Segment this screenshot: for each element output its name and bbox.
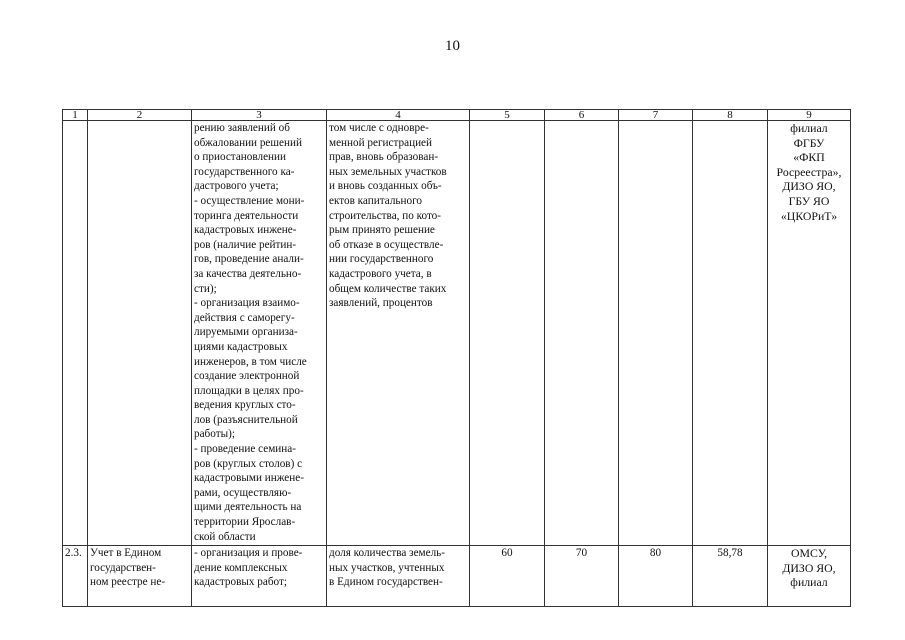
header-cell-7: 7: [619, 110, 693, 121]
cell-name: [88, 121, 192, 546]
cell-measures: рению заявлений об обжаловании решений о приостановлении государственного ка- дастрового учета; - осуществление мони- торинга деятельности кадастровых инжене- ров (наличие рейтин- гов, проведение анали- за качества деятельно- сти); - организация взаимо- действия с саморегу- лируемыми организа- циями кадастровых инженеров, в том числе создание электронной площадки в целях про- ведения круглых сто- лов (разъяснительной работы); - проведение семина- ров (круглых столов) с кадастровыми инжене- рами, осуществляю- щими деятельность на территории Ярослав- ской области: [192, 121, 327, 546]
cell-value-8: [693, 121, 768, 546]
cell-index: [63, 121, 88, 546]
page-number: 10: [445, 38, 460, 54]
cell-value-7: [619, 121, 693, 546]
header-cell-2: 2: [88, 110, 192, 121]
cell-name: Учет в Едином государствен- ном реестре не-: [88, 546, 192, 607]
header-cell-3: 3: [192, 110, 327, 121]
cell-index: 2.3.: [63, 546, 88, 607]
table-row: [63, 121, 851, 546]
header-cell-8: 8: [693, 110, 768, 121]
cell-value-5: [470, 121, 545, 546]
cell-responsible: филиал ФГБУ «ФКП Росреестра», ДИЗО ЯО, ГБУ ЯО «ЦКОРиТ»: [768, 121, 851, 546]
cell-indicator: доля количества земель- ных участков, учтенных в Едином государствен-: [327, 546, 470, 607]
cell-value-6: [545, 121, 619, 546]
cell-value-8: 58,78: [693, 546, 768, 607]
header-cell-6: 6: [545, 110, 619, 121]
header-cell-1: 1: [63, 110, 88, 121]
header-row: [63, 110, 851, 121]
cell-measures: - организация и прове- дение комплексных кадастровых работ;: [192, 546, 327, 607]
header-cell-5: 5: [470, 110, 545, 121]
cell-responsible: ОМСУ, ДИЗО ЯО, филиал: [768, 546, 851, 607]
table-row: [63, 546, 851, 607]
cell-value-7: 80: [619, 546, 693, 607]
header-cell-9: 9: [768, 110, 851, 121]
header-cell-4: 4: [327, 110, 470, 121]
cell-value-5: 60: [470, 546, 545, 607]
cell-value-6: 70: [545, 546, 619, 607]
cell-indicator: том числе с одновре- менной регистрацией прав, вновь образован- ных земельных участков и вновь созданных объ- ектов капитального строительства, по кото- рым принято решение об отказе в осуществле- нии государственного кадастрового учета, в общем количестве таких заявлений, процентов: [327, 121, 470, 546]
plan-table: [62, 109, 851, 607]
